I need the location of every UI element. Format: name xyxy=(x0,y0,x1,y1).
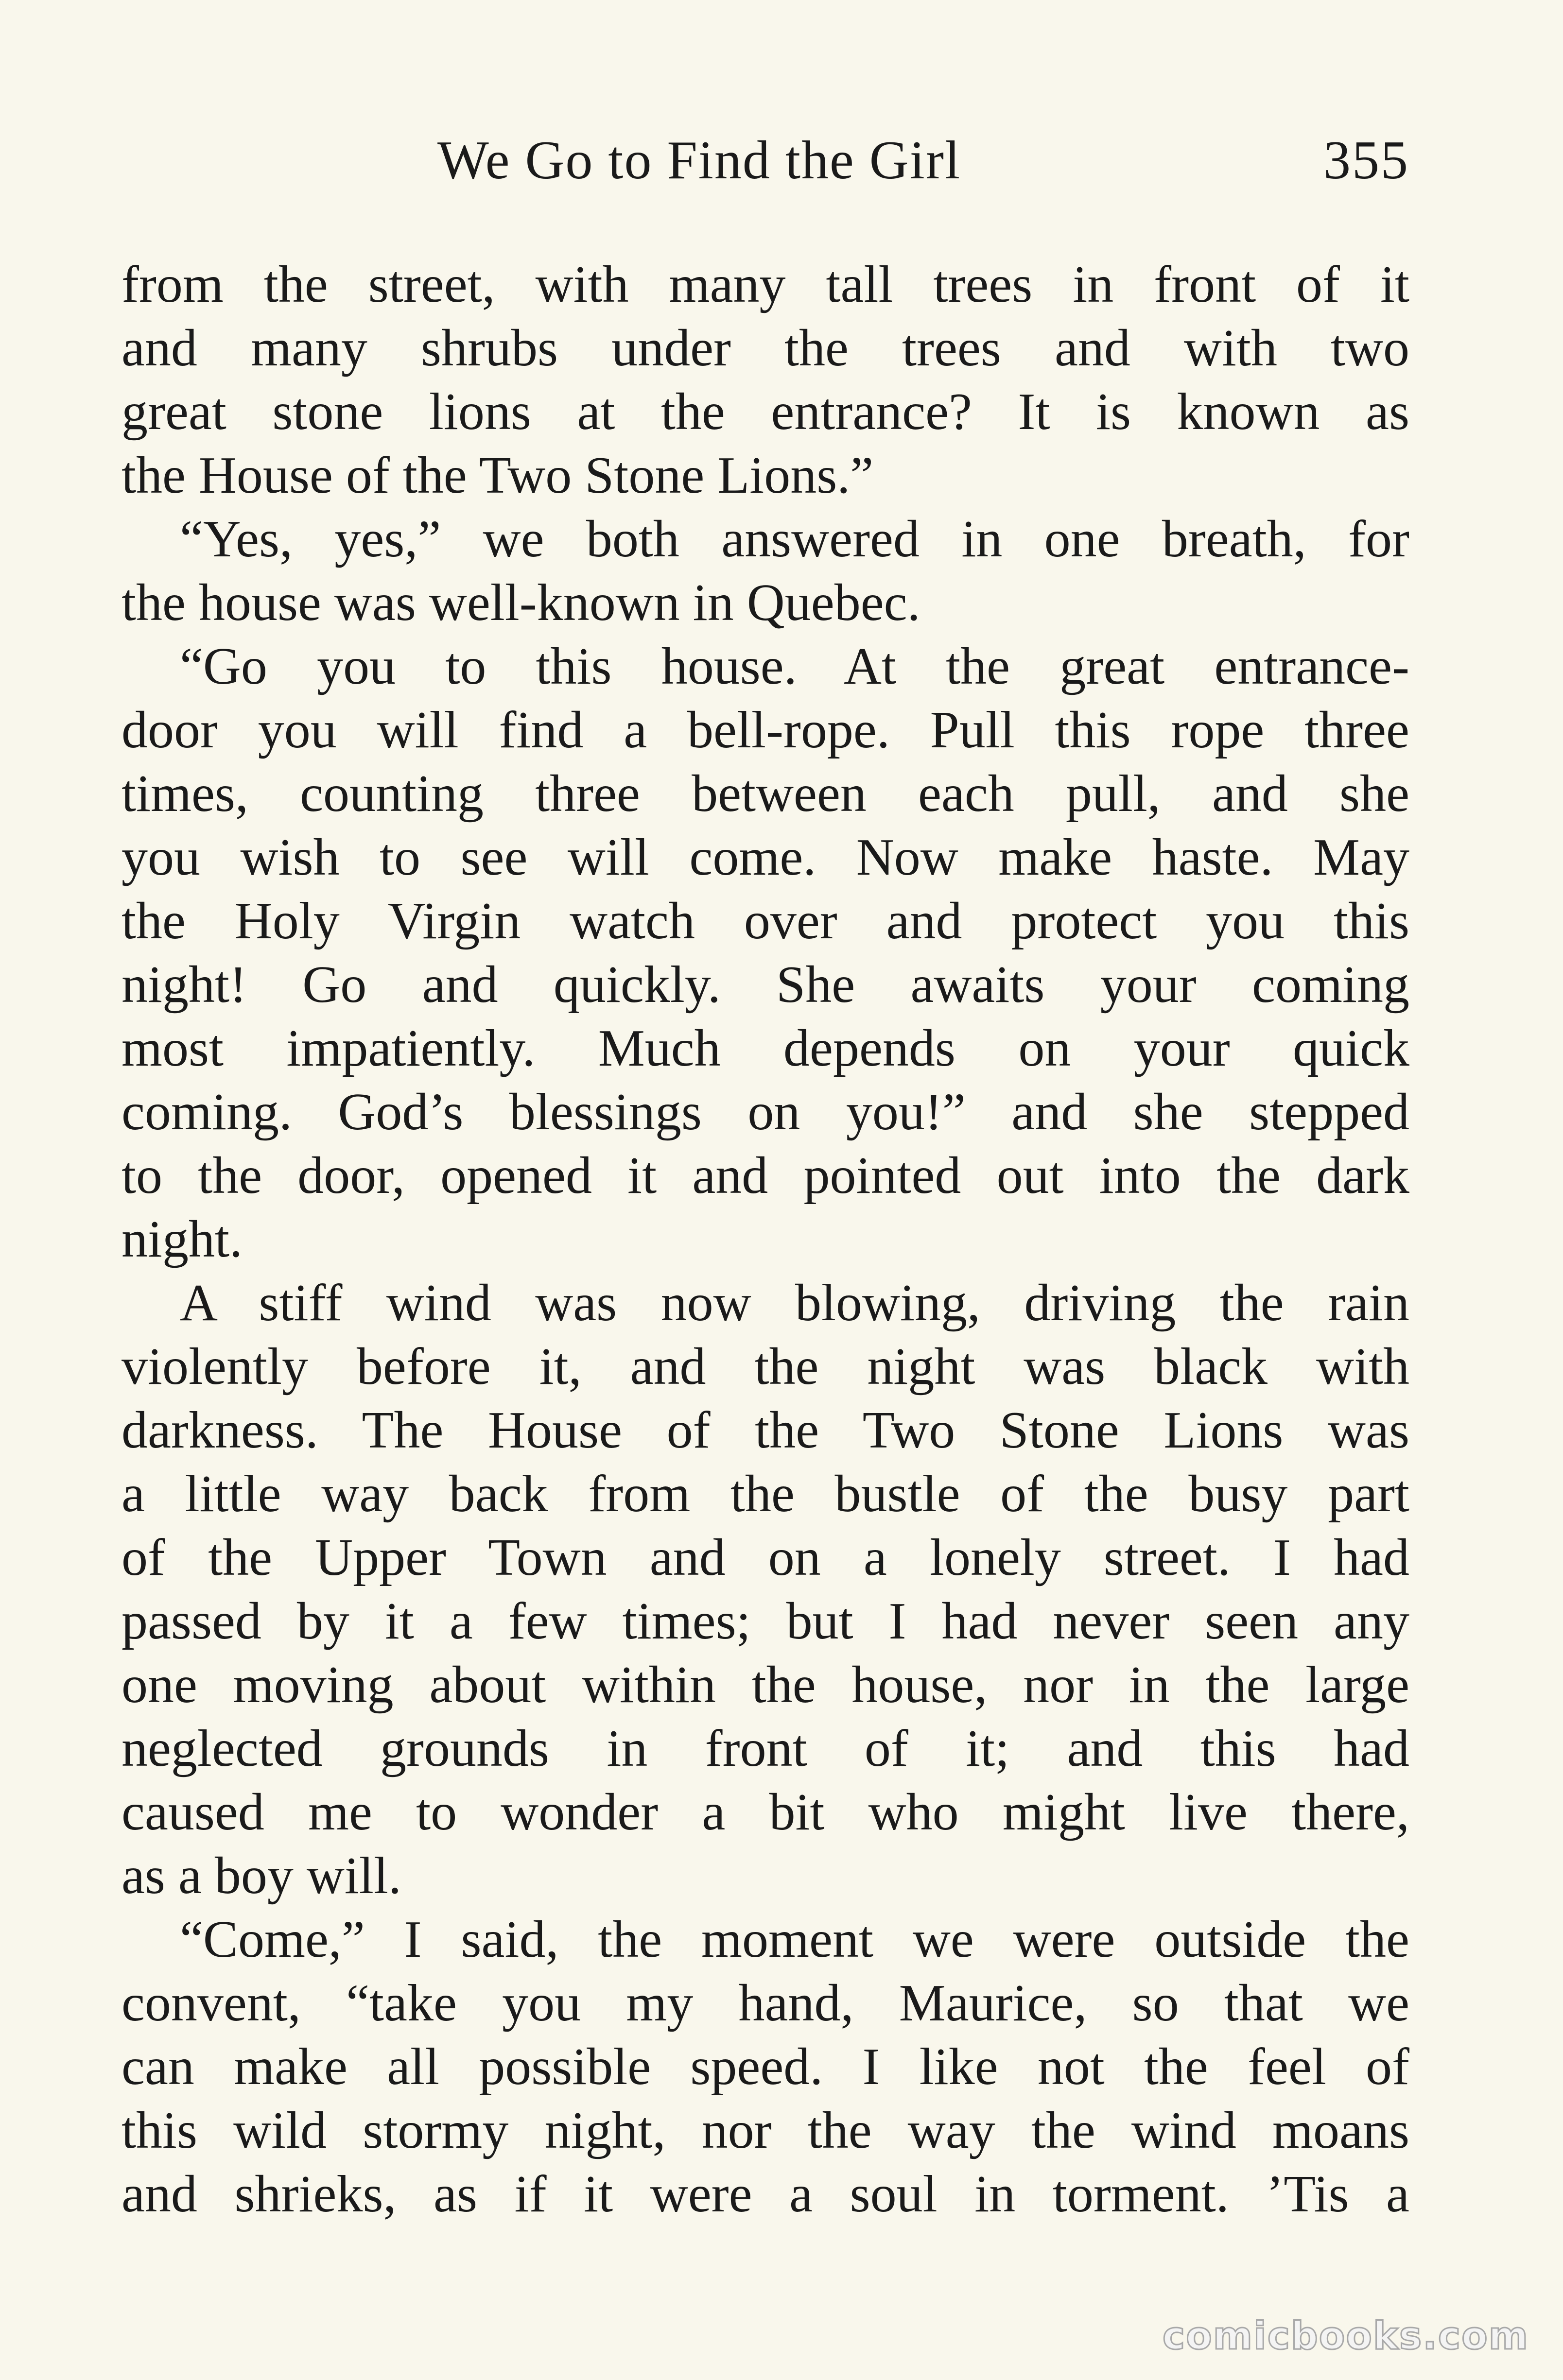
page-number: 355 xyxy=(1323,130,1409,190)
text-line: the house was well-known in Quebec. xyxy=(122,574,920,632)
text-line: this wild stormy night, nor the way the wind moans xyxy=(122,2102,1409,2159)
running-head xyxy=(122,124,1409,197)
text-line: and shrieks, as if it were a soul in torment. ’Tis a xyxy=(122,2165,1409,2223)
text-line: to the door, opened it and pointed out into the dark xyxy=(122,1147,1409,1205)
paragraph-start-line: “Go you to this house. At the great entrance- xyxy=(180,638,1409,695)
paragraph-start-line: “Come,” I said, the moment we were outside the xyxy=(180,1911,1409,1968)
text-line: convent, “take you my hand, Maurice, so that we xyxy=(122,1974,1409,2032)
text-line: and many shrubs under the trees and with two xyxy=(122,319,1409,377)
watermark: comicbooks.com xyxy=(1162,2314,1529,2358)
text-line: night. xyxy=(122,1210,243,1268)
text-line: door you will find a bell-rope. Pull this rope three xyxy=(122,701,1409,759)
text-line: the House of the Two Stone Lions.” xyxy=(122,447,874,504)
text-line: you wish to see will come. Now make haste. May xyxy=(122,828,1409,886)
text-line: night! Go and quickly. She awaits your coming xyxy=(122,956,1409,1014)
text-line: can make all possible speed. I like not the feel of xyxy=(122,2038,1409,2096)
text-line: caused me to wonder a bit who might live there, xyxy=(122,1783,1409,1841)
text-line: a little way back from the bustle of the busy part xyxy=(122,1465,1409,1523)
running-title: We Go to Find the Girl xyxy=(437,130,961,190)
text-line: passed by it a few times; but I had never seen any xyxy=(122,1592,1409,1650)
text-line: times, counting three between each pull, and she xyxy=(122,765,1409,823)
paragraph-start-line: A stiff wind was now blowing, driving the rain xyxy=(180,1274,1409,1332)
text-line: most impatiently. Much depends on your quick xyxy=(122,1019,1409,1077)
text-line: coming. God’s blessings on you!” and she stepped xyxy=(122,1083,1409,1141)
text-line: great stone lions at the entrance? It is known as xyxy=(122,383,1409,441)
text-line: the Holy Virgin watch over and protect you this xyxy=(122,892,1409,950)
text-line: as a boy will. xyxy=(122,1847,401,1905)
text-line: from the street, with many tall trees in front of it xyxy=(122,256,1409,313)
text-line: of the Upper Town and on a lonely street. I had xyxy=(122,1529,1409,1587)
text-line: neglected grounds in front of it; and this had xyxy=(122,1720,1409,1777)
text-line: violently before it, and the night was black with xyxy=(122,1338,1409,1396)
text-line: one moving about within the house, nor in the large xyxy=(122,1656,1409,1714)
paragraph-start-line: “Yes, yes,” we both answered in one breath, for xyxy=(180,510,1409,568)
text-line: darkness. The House of the Two Stone Lions was xyxy=(122,1401,1409,1459)
body-text xyxy=(122,253,1409,2226)
